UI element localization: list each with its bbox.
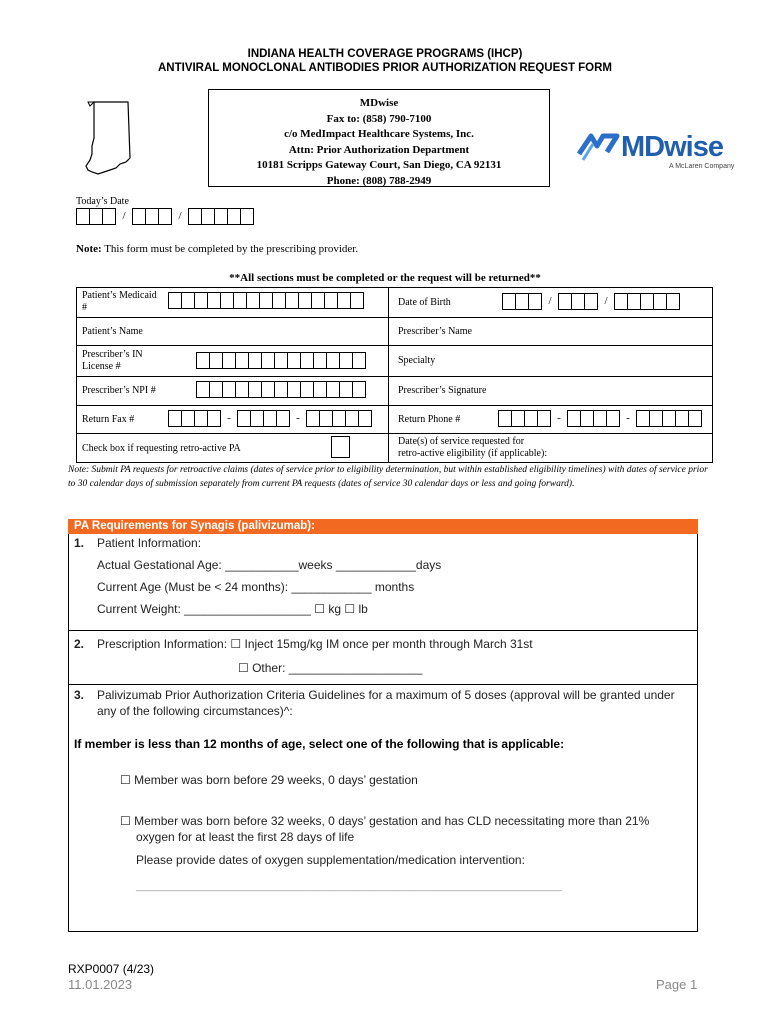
if-member-heading: If member is less than 12 months of age, select one of the following that is applicable: — [74, 737, 565, 751]
option-32-weeks-line2: oxygen for at least the first 28 days of life — [136, 830, 355, 844]
return-phone-label: Return Phone # — [398, 414, 461, 425]
synagis-section-heading: PA Requirements for Synagis (palivizumab): — [68, 519, 698, 534]
license-label: Prescriber’s IN License # — [82, 349, 143, 372]
date-sep: / — [548, 295, 552, 307]
fax-address-box — [208, 89, 550, 187]
dates-service-label-2: retro-active eligibility (if applicable): — [398, 448, 548, 459]
q3-line1: Palivizumab Prior Authorization Criteria Guidelines for a maximum of 5 doses (approval will be granted under — [97, 688, 675, 702]
q3-number: 3. — [74, 688, 85, 702]
option-born-before-32-weeks[interactable]: ☐ Member was born before 32 weeks, 0 days’ gestation and has CLD necessitating more than 21% — [120, 814, 650, 828]
q3-line2: any of the following circumstances)^: — [97, 704, 293, 718]
medicaid-input[interactable] — [169, 292, 364, 309]
address-co: c/o MedImpact Healthcare Systems, Inc. — [284, 128, 474, 140]
prescription-info-field[interactable]: Prescription Information: ☐ Inject 15mg/kg IM once per month through March 31st — [97, 637, 533, 651]
dash-sep: - — [227, 412, 231, 424]
form-id: RXP0007 (4/23) — [68, 962, 155, 976]
retro-check-label: Check box if requesting retro-active PA — [82, 443, 241, 454]
date-sep: / — [122, 210, 126, 222]
oxygen-prompt: Please provide dates of oxygen supplementation/medication intervention: — [136, 853, 525, 867]
npi-label: Prescriber’s NPI # — [82, 385, 156, 396]
medicaid-label: Patient’s Medicaid # — [82, 290, 157, 313]
dob-label: Date of Birth — [398, 297, 451, 308]
current-weight-field[interactable]: Current Weight: ___________________ ☐ kg ☐ lb — [97, 602, 368, 616]
mdwise-logo-icon — [577, 132, 621, 162]
address-phone: Phone: (808) 788-2949 — [326, 174, 432, 187]
return-fax-input[interactable] — [169, 410, 372, 427]
mdwise-logo-text: MDwise — [621, 131, 723, 163]
divider — [68, 684, 698, 685]
divider — [68, 630, 698, 631]
dates-service-label-1: Date(s) of service requested for — [398, 436, 525, 447]
date-sep: / — [178, 210, 182, 222]
current-age-field[interactable]: Current Age (Must be < 24 months): ____________ months — [97, 580, 415, 594]
return-phone-input[interactable] — [499, 410, 702, 427]
retro-active-checkbox[interactable] — [331, 436, 350, 458]
dash-sep: - — [557, 412, 561, 424]
oxygen-dates-field[interactable]: _____________________________________________________________________________________ — [136, 881, 562, 891]
retroactive-note: Note: Submit PA requests for retroactive claims (dates of service prior to eligibility determination, but within established eligibility timelines) with dates of service prior to 30 calendar days of submission separately from current PA requests (dates of service 30 calendar days or less and going forward). — [68, 465, 708, 489]
address-attn: Attn: Prior Authorization Department — [288, 143, 470, 156]
dash-sep: - — [626, 412, 630, 424]
dob-input[interactable] — [503, 293, 680, 310]
option-born-before-29-weeks[interactable]: ☐ Member was born before 29 weeks, 0 days’ gestation — [120, 773, 418, 787]
note-text: This form must be completed by the prescribing provider. — [101, 243, 359, 255]
note-label: Note: — [76, 243, 102, 255]
form-title-line1: INDIANA HEALTH COVERAGE PROGRAMS (IHCP) — [247, 48, 523, 60]
address-fax: Fax to: (858) 790-7100 — [326, 112, 432, 125]
signature-label: Prescriber’s Signature — [398, 385, 487, 396]
prescriber-name-label: Prescriber’s Name — [398, 326, 472, 337]
revision-date: 11.01.2023 — [68, 977, 133, 992]
mdwise-logo-sub: A McLaren Company — [669, 163, 735, 170]
address-name: MDwise — [359, 97, 399, 109]
form-title-line2: ANTIVIRAL MONOCLONAL ANTIBODIES PRIOR AUTHORIZATION REQUEST FORM — [157, 62, 613, 74]
gestational-age-field[interactable]: Actual Gestational Age: ___________weeks ____________days — [97, 558, 442, 572]
todays-date-label: Today’s Date — [76, 196, 129, 207]
q2-number: 2. — [74, 637, 85, 651]
date-sep: / — [604, 295, 608, 307]
specialty-cell[interactable] — [388, 345, 713, 377]
prescription-other-field[interactable]: ☐ Other: ____________________ — [238, 661, 423, 675]
page-number: Page 1 — [656, 977, 698, 992]
npi-input[interactable] — [197, 381, 366, 398]
all-sections-warning: **All sections must be completed or the request will be returned** — [229, 272, 541, 284]
patient-name-label: Patient’s Name — [82, 326, 143, 337]
q1-number: 1. — [74, 536, 85, 550]
specialty-label: Specialty — [398, 355, 436, 366]
q1-label: Patient Information: — [97, 536, 202, 550]
completion-note — [76, 243, 358, 255]
return-fax-label: Return Fax # — [82, 414, 135, 425]
dash-sep: - — [296, 412, 300, 424]
todays-date-input[interactable] — [77, 208, 254, 225]
license-input[interactable] — [197, 352, 366, 369]
address-street: 10181 Scripps Gateway Court, San Diego, CA 92131 — [256, 159, 502, 171]
indiana-map-icon — [80, 98, 142, 178]
